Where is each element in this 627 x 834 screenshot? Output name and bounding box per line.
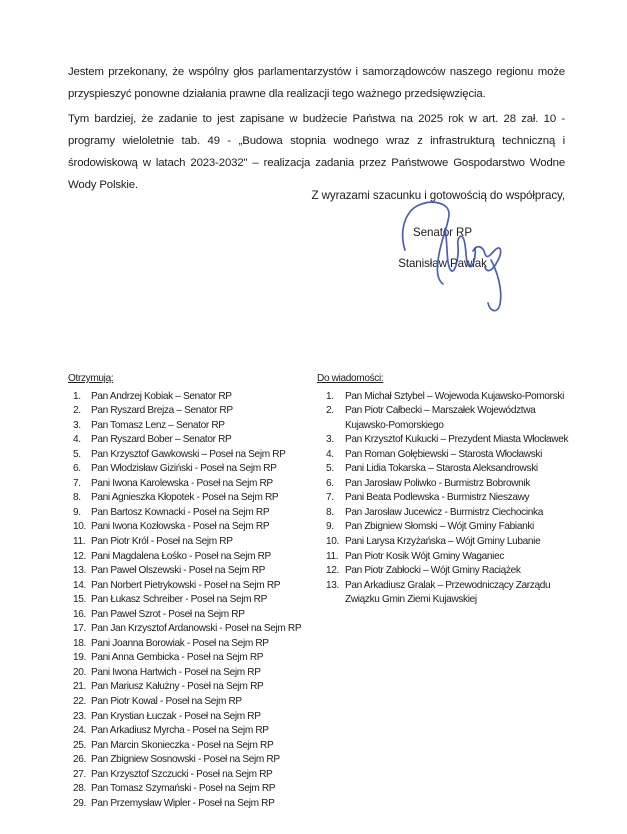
list-item-text: Pan Ryszard Brejza – Senator RP [91,405,233,417]
list-item [317,462,579,477]
list-item-number: 3. [326,434,334,446]
list-item [317,550,579,565]
list-item [68,724,320,739]
list-item [317,506,579,521]
list-item-number: 11. [73,536,86,548]
list-item-text: Pan Jan Krzysztof Ardanowski - Poseł na Sejm RP [91,623,302,635]
list-item-text: Pan Bartosz Kownacki - Poseł na Sejm RP [91,506,270,518]
cc-rows [317,390,579,608]
list-item-text: Pani Iwona Hartwich - Poseł na Sejm RP [91,666,261,678]
list-item-number: 29. [73,797,86,809]
list-item-text: Pani Anna Gembicka - Poseł na Sejm RP [91,652,264,664]
list-item [68,651,320,666]
recipients-rows [68,390,320,812]
list-item [68,710,320,725]
list-item-number: 17. [73,623,86,635]
list-item-text: Pan Roman Gołębiewski – Starosta Włocławski [345,448,543,460]
list-item-number: 4. [326,448,334,460]
list-item [68,491,320,506]
list-item [68,593,320,608]
list-item-text: Pani Iwona Karolewska - Poseł na Sejm RP [91,477,273,489]
list-item-text: Pan Przemysław Wipler - Poseł na Sejm RP [91,797,275,809]
list-item-number: 6. [73,463,81,475]
list-item-text: Pani Lidia Tokarska – Starosta Aleksandrowski [345,463,538,475]
signer-name: Stanisław Pawlak [398,257,487,270]
list-item-text: Pan Paweł Szrot - Poseł na Sejm RP [91,608,245,620]
list-item [317,433,579,448]
list-item-text: Pan Arkadiusz Gralak – Przewodniczący Zarządu Związku Gmin Ziemi Kujawskiej [345,579,551,606]
list-item-text: Pan Piotr Zabłocki – Wójt Gminy Raciążek [345,565,521,577]
list-item [68,695,320,710]
list-item-text: Pan Mariusz Kałużny - Poseł na Sejm RP [91,681,264,693]
list-item-text: Pan Łukasz Schreiber - Poseł na Sejm RP [91,594,267,606]
list-item [317,535,579,550]
list-item [68,535,320,550]
list-item [68,782,320,797]
list-item [317,564,579,579]
list-item-number: 5. [73,448,81,460]
list-item-text: Pan Paweł Olszewski - Poseł na Sejm RP [91,565,266,577]
list-item [68,390,320,405]
list-item-number: 2. [73,405,81,417]
list-item-text: Pani Agnieszka Kłopotek - Poseł na Sejm RP [91,492,279,504]
list-item-text: Pan Jarosław Poliwko - Burmistrz Bobrownik [345,477,530,489]
list-item-text: Pan Tomasz Lenz – Senator RP [91,419,225,431]
list-item-text: Pan Marcin Skonieczka - Poseł na Sejm RP [91,739,274,751]
list-item-number: 7. [73,477,81,489]
list-item-number: 13. [326,579,339,591]
list-item [68,433,320,448]
signature-block [360,226,525,270]
list-item-text: Pani Larysa Krzyżańska – Wójt Gminy Lubanie [345,536,541,548]
signer-title: Senator RP [413,226,472,239]
list-item-number: 7. [326,492,334,504]
list-item-number: 4. [73,434,81,446]
list-item [68,666,320,681]
list-item-text: Pan Michał Sztybel – Wojewoda Kujawsko-Pomorski [345,390,564,402]
cc-heading: Do wiadomości: [317,373,384,384]
list-item-text: Pan Piotr Kosik Wójt Gminy Waganiec [345,550,505,562]
list-item-text: Pan Krystian Łuczak - Poseł na Sejm RP [91,710,261,722]
list-item-text: Pan Piotr Król - Poseł na Sejm RP [91,536,233,548]
list-item-number: 6. [326,477,334,489]
list-item-text: Pani Magdalena Łośko - Poseł na Sejm RP [91,550,271,562]
list-item-number: 16. [73,608,86,620]
list-item [317,579,579,608]
list-item [68,768,320,783]
list-item [317,477,579,492]
list-item [68,753,320,768]
list-item-text: Pani Joanna Borowiak - Poseł na Sejm RP [91,637,269,649]
list-item [68,579,320,594]
list-item [68,419,320,434]
list-item-number: 1. [73,390,81,402]
list-item-number: 24. [73,725,86,737]
body-paragraph-1: Jestem przekonany, że wspólny głos parlamentarzystów i samorządowców naszego regionu może przyspieszyć ponowne działania prawne dla realizacji tego ważnego przedsięwzięcia. [68,66,565,101]
list-item [317,404,579,433]
list-item-number: 10. [326,536,339,548]
cc-list [317,372,579,608]
list-item [317,448,579,463]
list-item-text: Pan Ryszard Bober – Senator RP [91,434,232,446]
closing-salutation: Z wyrazami szacunku i gotowością do współpracy, [311,189,565,202]
list-item-number: 9. [326,521,334,533]
list-item [68,404,320,419]
list-item-number: 22. [73,696,86,708]
list-item [68,637,320,652]
list-item-text: Pan Krzysztof Kukucki – Prezydent Miasta Włocławek [345,434,569,446]
list-item-number: 13. [73,565,86,577]
list-item [317,491,579,506]
list-item-number: 8. [73,492,81,504]
list-item-number: 23. [73,710,86,722]
list-item-number: 5. [326,463,334,475]
list-item [68,462,320,477]
list-item-number: 2. [326,405,334,417]
list-item [68,622,320,637]
list-item-number: 27. [73,768,86,780]
list-item-number: 8. [326,506,334,518]
list-item-text: Pan Norbert Pietrykowski - Poseł na Sejm RP [91,579,281,591]
list-item-text: Pan Piotr Całbecki – Marszałek Województwa Kujawsko-Pomorskiego [345,405,536,431]
list-item-text: Pan Zbigniew Słomski – Wójt Gminy Fabianki [345,521,534,533]
list-item [68,797,320,812]
list-item [68,564,320,579]
list-item-number: 20. [73,666,86,678]
list-item [68,477,320,492]
list-item-text: Pani Beata Podlewska - Burmistrz Nieszawy [345,492,530,504]
list-item-text: Pan Piotr Kowal - Poseł na Sejm RP [91,696,242,708]
list-item-number: 18. [73,637,86,649]
list-item [68,448,320,463]
list-item-number: 26. [73,754,86,766]
list-item-text: Pan Tomasz Szymański - Poseł na Sejm RP [91,783,276,795]
list-item-number: 25. [73,739,86,751]
list-item-number: 10. [73,521,86,533]
list-item [68,739,320,754]
recipients-list [68,372,320,811]
list-item-text: Pan Zbigniew Sosnowski - Poseł na Sejm RP [91,754,280,766]
list-item-number: 3. [73,419,81,431]
list-item-text: Pani Iwona Kozłowska - Poseł na Sejm RP [91,521,270,533]
list-item-number: 12. [326,565,339,577]
list-item-number: 28. [73,783,86,795]
list-item-text: Pan Krzysztof Gawkowski – Poseł na Sejm RP [91,448,286,460]
list-item-text: Pan Arkadiusz Myrcha - Poseł na Sejm RP [91,725,269,737]
body-paragraph-2: Tym bardziej, że zadanie to jest zapisane w budżecie Państwa na 2025 rok w art. 28 zał. 10 - programy wieloletnie tab. 49 - „Budowa stopnia wodnego wraz z infrastrukturą techniczną i środowiskową w latach 2023-2032" – realizacja zadania przez Państwowe Gospodarstwo Wodne Wody Polskie. [68,113,565,192]
list-item-number: 21. [73,681,86,693]
list-item [317,390,579,405]
list-item-number: 12. [73,550,86,562]
list-item [68,680,320,695]
list-item-text: Pan Włodzisław Giziński - Poseł na Sejm RP [91,463,277,475]
recipients-heading: Otrzymują: [68,373,114,384]
list-item-text: Pan Krzysztof Szczucki - Poseł na Sejm RP [91,768,273,780]
list-item-number: 19. [73,652,86,664]
list-item [317,520,579,535]
list-item-number: 9. [73,506,81,518]
list-item [68,520,320,535]
list-item [68,550,320,565]
list-item-number: 15. [73,594,86,606]
list-item [68,608,320,623]
list-item-number: 11. [326,550,339,562]
list-item-number: 1. [326,390,334,402]
list-item-text: Pan Andrzej Kobiak – Senator RP [91,390,232,402]
list-item-number: 14. [73,579,86,591]
list-item [68,506,320,521]
list-item-text: Pan Jarosław Jucewicz - Burmistrz Ciechocinka [345,506,543,518]
